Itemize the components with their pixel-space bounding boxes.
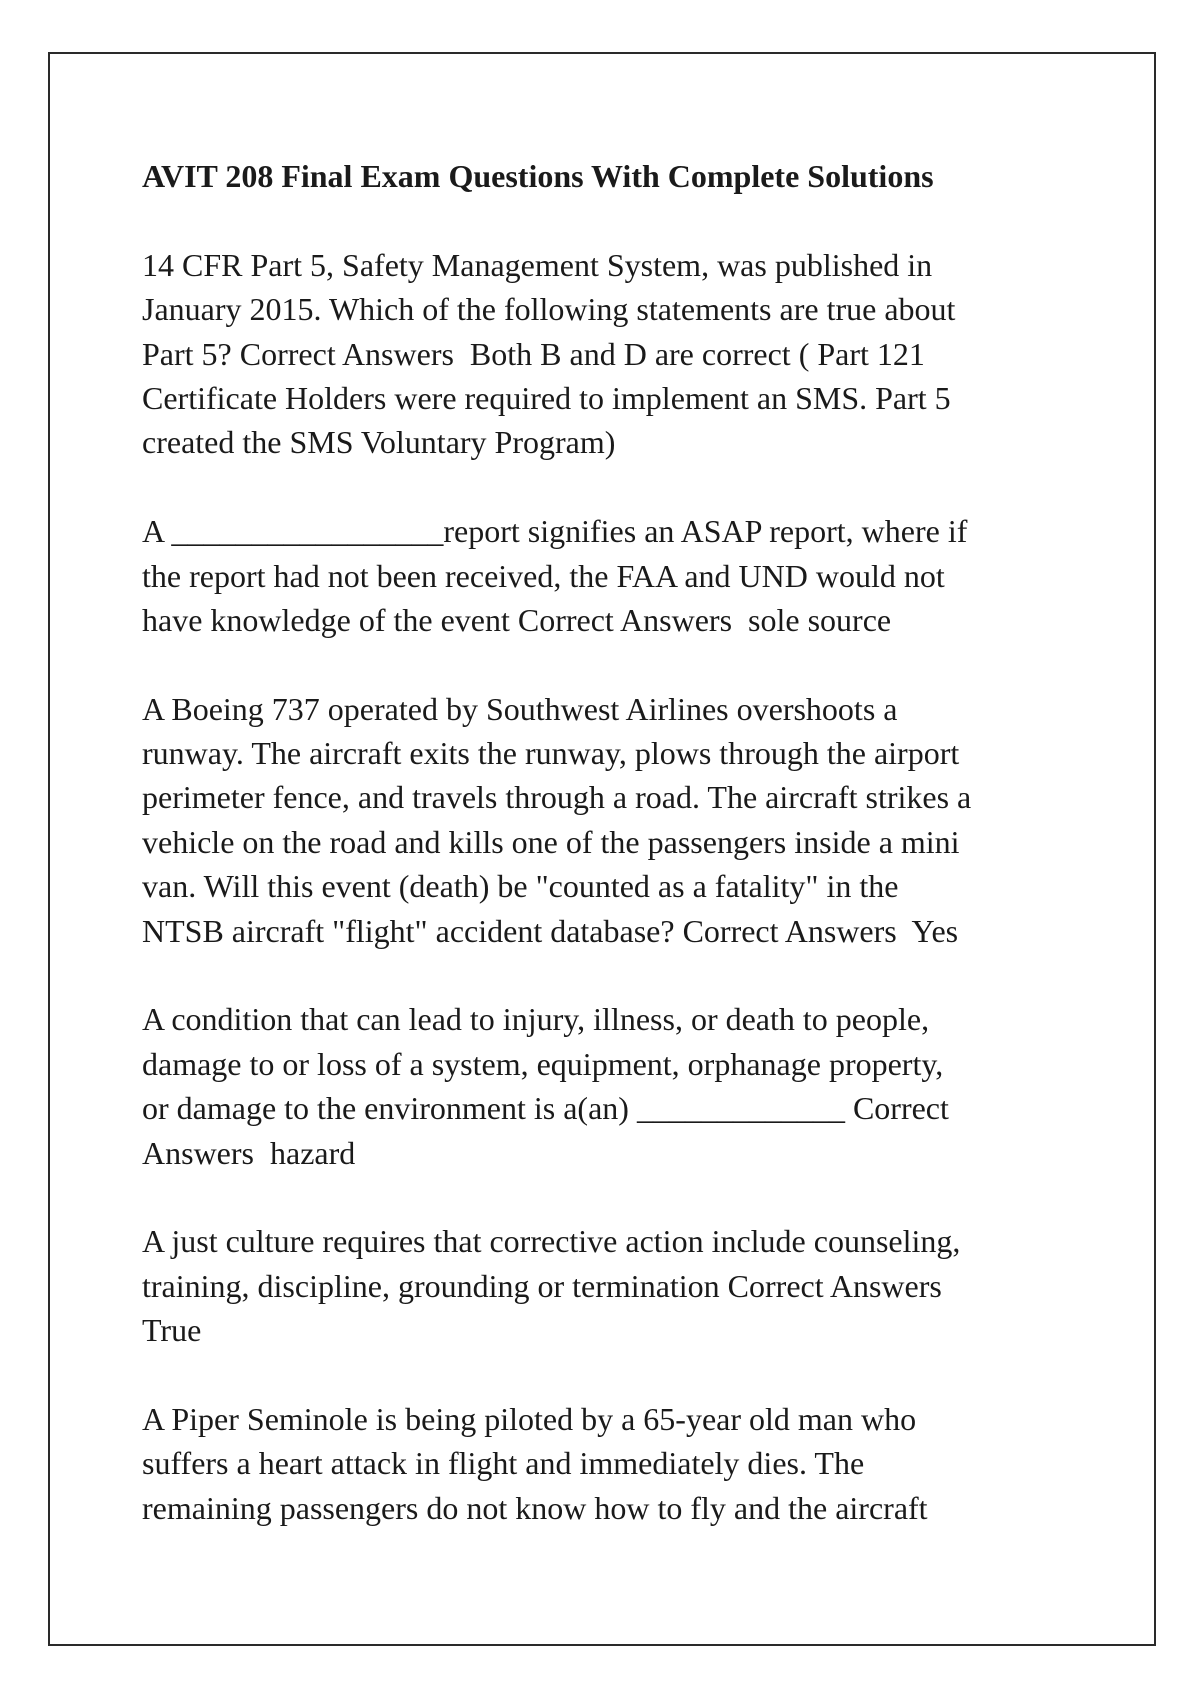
question-text-line: True <box>142 1312 202 1349</box>
question-text-line: runway. The aircraft exits the runway, plows through the airport <box>142 735 960 772</box>
question-text-line: perimeter fence, and travels through a road. The aircraft strikes a <box>142 779 972 816</box>
question-text-line: January 2015. Which of the following statements are true about <box>142 291 956 328</box>
document-body <box>142 154 1142 1530</box>
question-paragraph <box>142 997 1142 1175</box>
question-paragraph <box>142 243 1142 465</box>
question-paragraph <box>142 687 1142 953</box>
question-text-line: A _________________report signifies an ASAP report, where if <box>142 513 968 550</box>
question-text-line: A just culture requires that corrective action include counseling, <box>142 1223 961 1260</box>
question-paragraph <box>142 1397 1142 1530</box>
question-text-line: Answers hazard <box>142 1134 356 1171</box>
paragraph-spacer <box>142 465 1142 509</box>
question-list <box>142 198 1142 1530</box>
question-text-line: suffers a heart attack in flight and immediately dies. The <box>142 1445 865 1482</box>
question-paragraph <box>142 1219 1142 1352</box>
question-text-line: the report had not been received, the FAA and UND would not <box>142 557 945 594</box>
paragraph-spacer <box>142 953 1142 997</box>
question-text-line: vehicle on the road and kills one of the passengers inside a mini <box>142 823 960 860</box>
question-text-line: Certificate Holders were required to implement an SMS. Part 5 <box>142 379 951 416</box>
question-text-line: training, discipline, grounding or termination Correct Answers <box>142 1267 942 1304</box>
question-paragraph <box>142 509 1142 642</box>
question-text-line: or damage to the environment is a(an) _____________ Correct <box>142 1090 949 1127</box>
question-text-line: A condition that can lead to injury, illness, or death to people, <box>142 1001 930 1038</box>
question-text-line: A Boeing 737 operated by Southwest Airlines overshoots a <box>142 690 898 727</box>
question-text-line: 14 CFR Part 5, Safety Management System, was published in <box>142 246 933 283</box>
document-title: AVIT 208 Final Exam Questions With Complete Solutions <box>142 158 934 194</box>
question-text-line: remaining passengers do not know how to fly and the aircraft <box>142 1489 928 1526</box>
question-text-line: created the SMS Voluntary Program) <box>142 424 616 461</box>
paragraph-spacer <box>142 198 1142 242</box>
question-text-line: A Piper Seminole is being piloted by a 65-year old man who <box>142 1400 917 1437</box>
paragraph-spacer <box>142 1175 1142 1219</box>
question-text-line: have knowledge of the event Correct Answers sole source <box>142 601 892 638</box>
question-text-line: damage to or loss of a system, equipment, orphanage property, <box>142 1045 944 1082</box>
paragraph-spacer <box>142 642 1142 686</box>
question-text-line: Part 5? Correct Answers Both B and D are correct ( Part 121 <box>142 335 925 372</box>
question-text-line: van. Will this event (death) be "counted as a fatality" in the <box>142 868 899 905</box>
question-text-line: NTSB aircraft "flight" accident database? Correct Answers Yes <box>142 912 959 949</box>
paragraph-spacer <box>142 1353 1142 1397</box>
